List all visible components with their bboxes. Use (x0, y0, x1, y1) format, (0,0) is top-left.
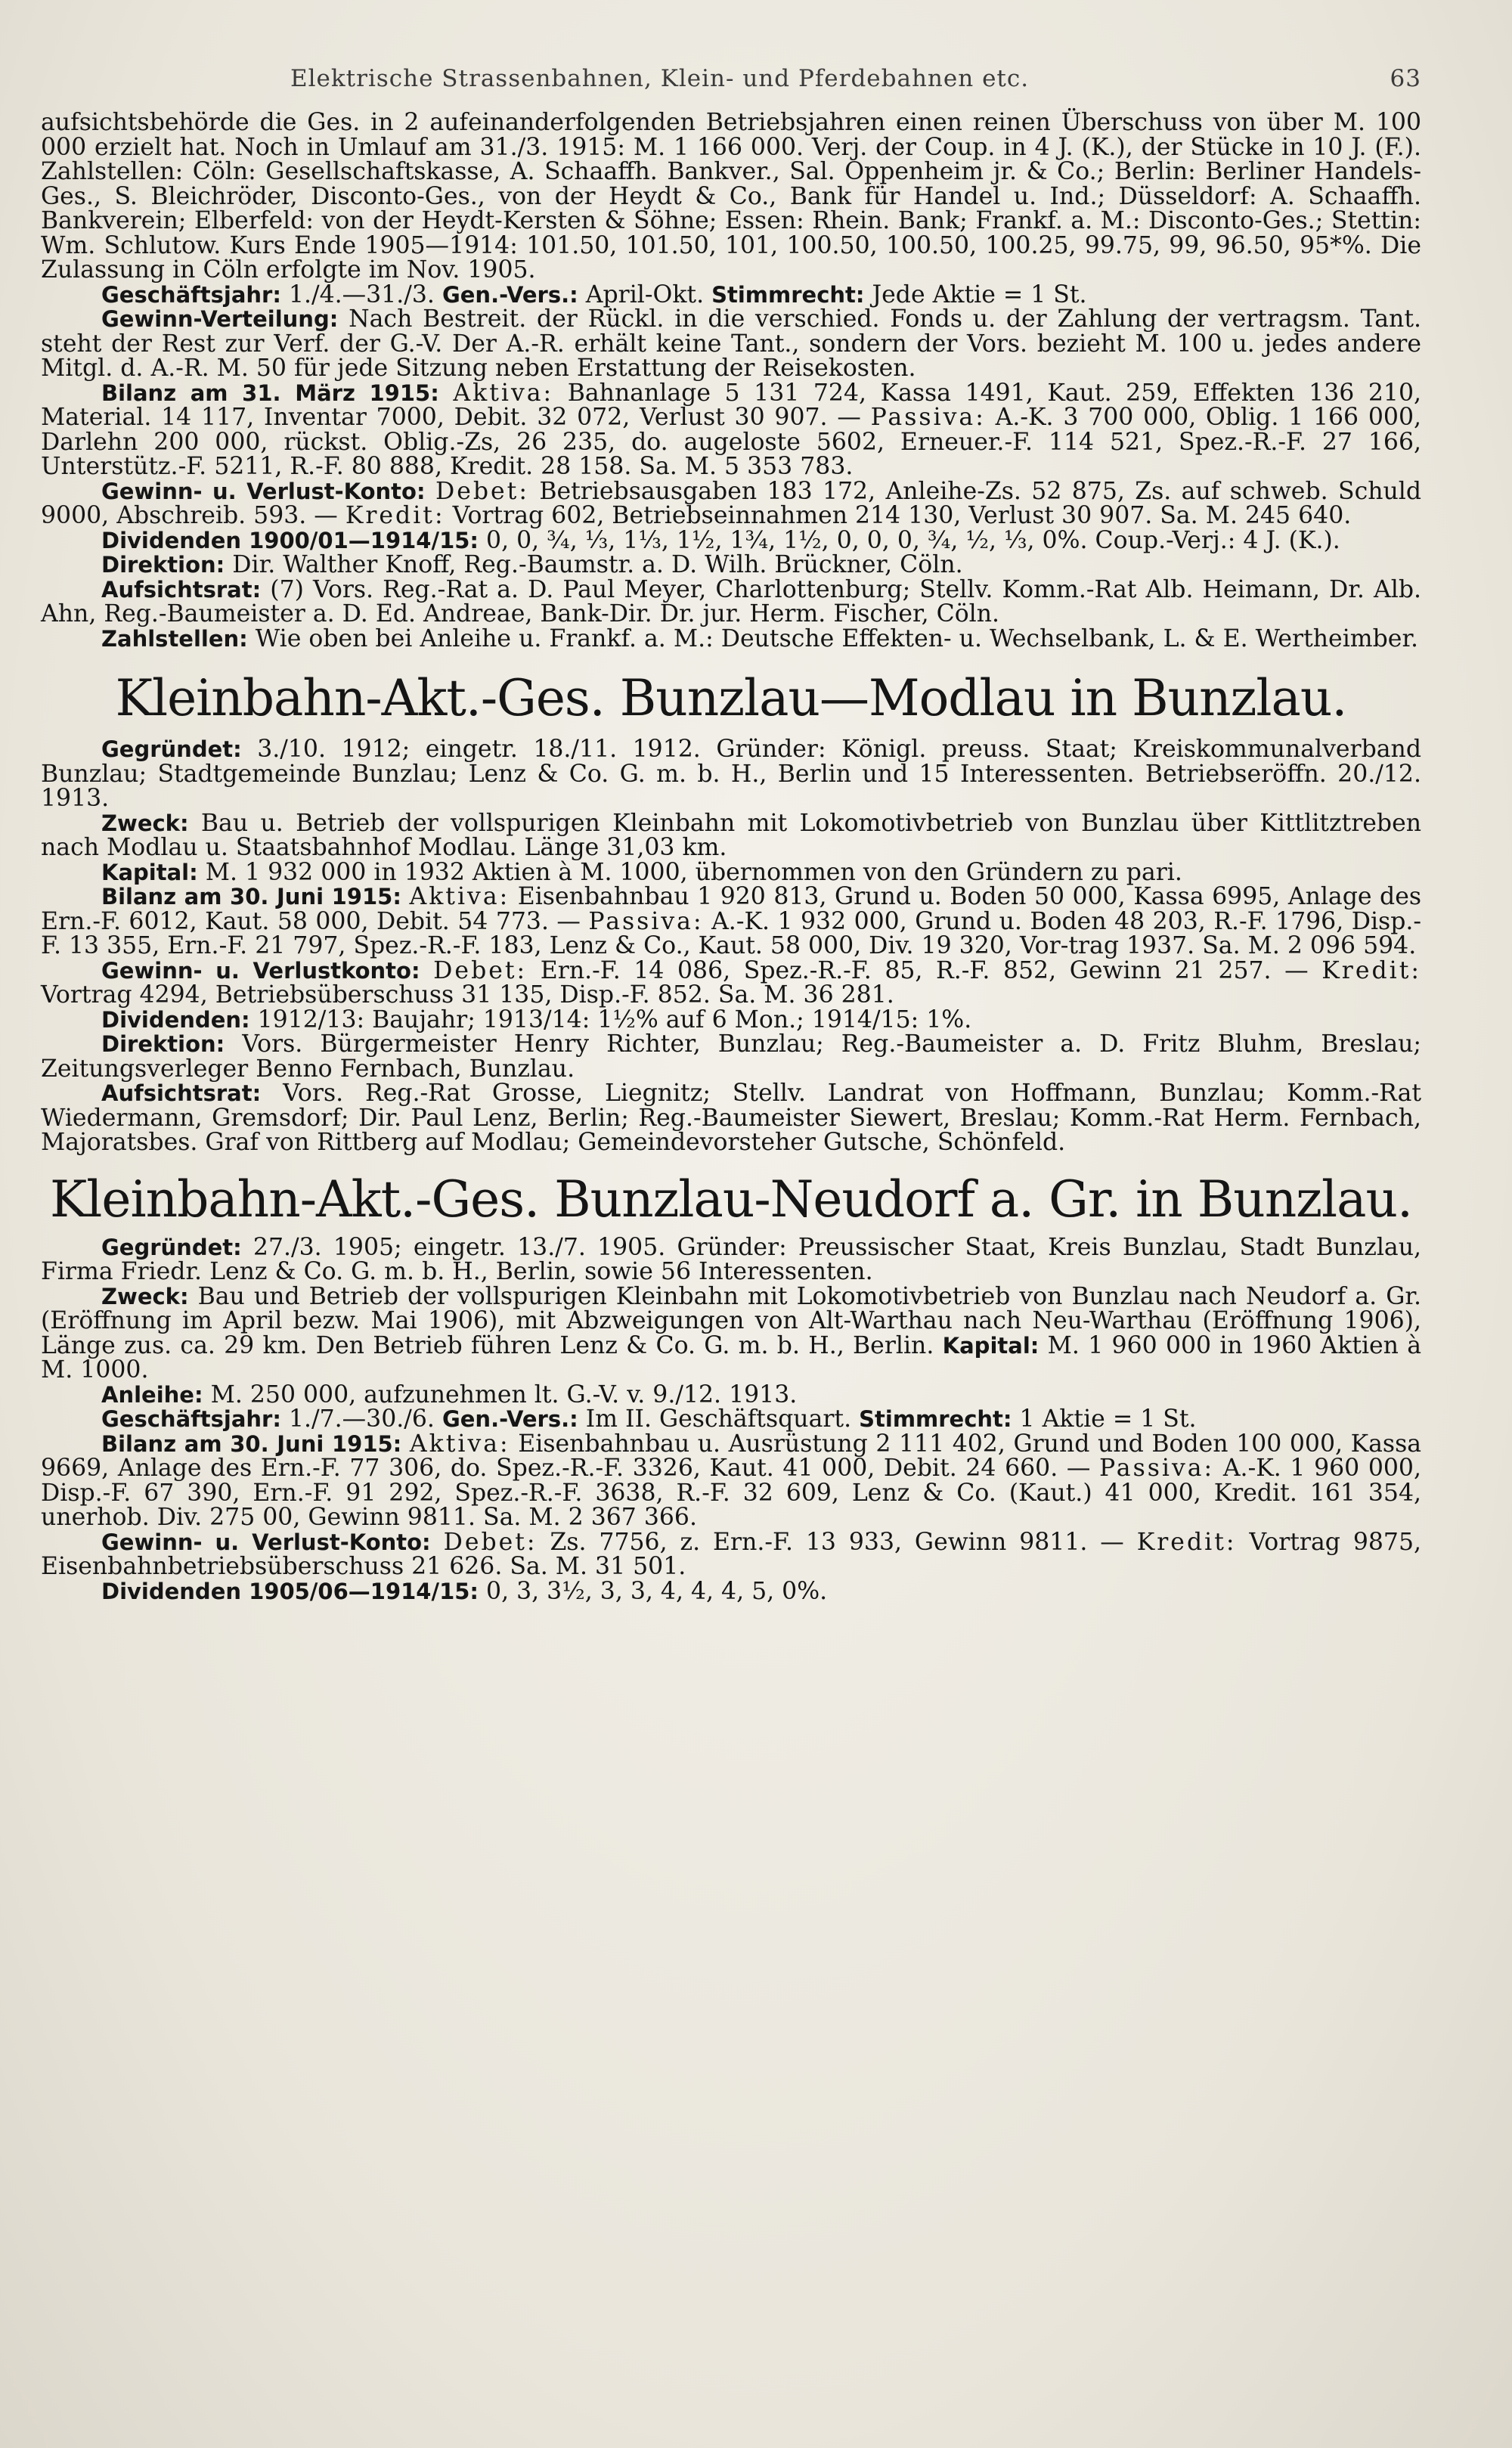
company-title-bunzlau-neudorf: Kleinbahn-Akt.-Ges. Bunzlau-Neudorf a. Gr. in Bunzlau. (50, 1170, 1412, 1229)
paragraph-profit-loss: Gewinn- u. Verlust-Konto: Debet: Zs. 7756, z. Ern.-F. 13 933, Gewinn 9811. — Kredit: Vortrag 9875, Eisenbahnbetriebsüberschuss 21 626. Sa. M. 31 501. (41, 1528, 1421, 1580)
paragraph-directors: Direktion: Dir. Walther Knoff, Reg.-Baumstr. a. D. Wilh. Brückner, Cöln. (101, 551, 963, 578)
paragraph-fiscal-year: Geschäftsjahr: 1./7.—30./6. Gen.-Vers.: Im II. Geschäftsquart. Stimmrecht: 1 Aktie = 1 St. (101, 1405, 1197, 1433)
paragraph-balance-sheet: Bilanz am 30. Juni 1915: Aktiva: Eisenbahnbau 1 920 813, Grund u. Boden 50 000, Kassa 6995, Anlage des Ern.-F. 6012, Kaut. 58 000, Debit. 54 773. — Passiva: A.-K. 1 932 000, Grund u. Boden 48 203, R.-F. 1796, Disp.-F. 13 355, Ern.-F. 21 797, Spez.-R.-F. 183, Lenz & Co., Kaut. 58 000, Div. 19 320, Vor-trag 1937. Sa. M. 2 096 594. (41, 883, 1422, 959)
paragraph-purpose: Zweck: Bau u. Betrieb der vollspurigen Kleinbahn mit Lokomotivbetrieb von Bunzlau über Kittlitztreben nach Modlau u. Staatsbahnhof Modlau. Länge 31,03 km. (41, 809, 1422, 861)
paragraph-balance-sheet: Bilanz am 30. Juni 1915: Aktiva: Eisenbahnbau u. Ausrüstung 2 111 402, Grund und Boden 100 000, Kassa 9669, Anlage des Ern.-F. 77 306, do. Spez.-R.-F. 3326, Kaut. 41 000, Debit. 24 660. — Passiva: A.-K. 1 960 000, Disp.-F. 67 390, Ern.-F. 91 292, Spez.-R.-F. 3638, R.-F. 32 609, Lenz & Co. (Kaut.) 41 000, Kredit. 161 354, unerhob. Div. 275 00, Gewinn 9811. Sa. M. 2 367 366. (41, 1430, 1422, 1531)
paragraph-profit-loss: Gewinn- u. Verlustkonto: Debet: Ern.-F. 14 086, Spez.-R.-F. 85, R.-F. 852, Gewinn 21 257. — Kredit: Vortrag 4294, Betriebsüberschuss 31 135, Disp.-F. 852. Sa. M. 36 281. (41, 956, 1421, 1009)
paragraph-dividends: Dividenden: 1912/13: Baujahr; 1913/14: 1½% auf 6 Mon.; 1914/15: 1%. (101, 1006, 972, 1033)
section-bunzlau-modlau (41, 671, 1421, 1155)
running-head (41, 65, 1421, 110)
section-bunzlau-neudorf (41, 1172, 1421, 1604)
paragraph-dividends: Dividenden 1900/01—1914/15: 0, 0, ¾, ⅓, 1⅓, 1½, 1¾, 1½, 0, 0, 0, ¾, ½, ⅓, 0%. Coup.-Verj.: 4 J. (K.). (101, 526, 1340, 554)
paragraph-founded: Gegründet: 27./3. 1905; eingetr. 13./7. 1905. Gründer: Preussischer Staat, Kreis Bunzlau, Stadt Bunzlau, Firma Friedr. Lenz & Co. G. m. b. H., Berlin, sowie 56 Interessenten. (41, 1233, 1421, 1285)
paragraph-loan-terms: aufsichtsbehörde die Ges. in 2 aufeinanderfolgenden Betriebsjahren einen reinen Überschuss von über M. 100 000 erzielt hat. Noch in Umlauf am 31./3. 1915: M. 1 166 000. Verj. der Coup. in 4 J. (K.), der Stücke in 10 J. (F.). Zahlstellen: Cöln: Gesellschaftskasse, A. Schaaffh. Bankver., Sal. Oppenheim jr. & Co.; Berlin: Berliner Handels-Ges., S. Bleichröder, Disconto-Ges., von der Heydt & Co., Bank für Handel u. Ind.; Düsseldorf: A. Schaaffh. Bankverein; Elberfeld: von der Heydt-Kersten & Söhne; Essen: Rhein. Bank; Frankf. a. M.: Disconto-Ges.; Stettin: Wm. Schlutow. Kurs Ende 1905—1914: 101.50, 101.50, 101, 100.50, 100.50, 100.25, 99.75, 99, 96.50, 95*%. Die Zulassung in Cöln erfolgte im Nov. 1905. (41, 109, 1421, 284)
paragraph-profit-loss: Gewinn- u. Verlust-Konto: Debet: Betriebsausgaben 183 172, Anleihe-Zs. 52 875, Zs. auf schweb. Schuld 9000, Abschreib. 593. — Kredit: Vortrag 602, Betriebseinnahmen 214 130, Verlust 30 907. Sa. M. 245 640. (41, 477, 1422, 529)
paragraph-balance-sheet: Bilanz am 31. März 1915: Aktiva: Bahnanlage 5 131 724, Kassa 1491, Kaut. 259, Effekten 136 210, Material. 14 117, Inventar 7000, Debit. 32 072, Verlust 30 907. — Passiva: A.-K. 3 700 000, Oblig. 1 166 000, Darlehn 200 000, rückst. Oblig.-Zs, 26 235, do. augeloste 5602, Erneuer.-F. 114 521, Spez.-R.-F. 27 166, Unterstütz.-F. 5211, R.-F. 80 888, Kredit. 28 158. Sa. M. 5 353 783. (41, 379, 1422, 480)
paragraph-directors: Direktion: Vors. Bürgermeister Henry Richter, Bunzlau; Reg.-Baumeister a. D. Fritz Bluhm, Breslau; Zeitungsverleger Benno Fernbach, Bunzlau. (41, 1030, 1421, 1083)
paragraph-supervisory-board: Aufsichtsrat: (7) Vors. Reg.-Rat a. D. Paul Meyer, Charlottenburg; Stellv. Komm.-Rat Alb. Heimann, Dr. Alb. Ahn, Reg.-Baumeister a. D. Ed. Andreae, Bank-Dir. Dr. jur. Herm. Fischer, Cöln. (41, 575, 1422, 627)
company-title-bunzlau-modlau: Kleinbahn-Akt.-Ges. Bunzlau—Modlau in Bunzlau. (115, 669, 1347, 727)
paragraph-founded: Gegründet: 3./10. 1912; eingetr. 18./11. 1912. Gründer: Königl. preuss. Staat; Kreiskommunalverband Bunzlau; Stadtgemeinde Bunzlau; Lenz & Co. G. m. b. H., Berlin und 15 Interessenten. Betriebseröffn. 20./12. 1913. (41, 736, 1421, 812)
paragraph-dividends: Dividenden 1905/06—1914/15: 0, 3, 3½, 3, 3, 4, 4, 4, 5, 0%. (101, 1577, 828, 1605)
paragraph-purpose: Zweck: Bau und Betrieb der vollspurigen Kleinbahn mit Lokomotivbetrieb von Bunzlau nach Neudorf a. Gr. (Eröffnung im April bezw. Mai 1906), mit Abzweigungen von Alt-Warthau nach Neu-Warthau (Eröffnung 1906), Länge zus. ca. 29 km. Den Betrieb führen Lenz & Co. G. m. b. H., Berlin. Kapital: M. 1 960 000 in 1960 Aktien à M. 1000. (41, 1282, 1422, 1384)
paragraph-loan: Anleihe: M. 250 000, aufzunehmen lt. G.-V. v. 9./12. 1913. (101, 1380, 798, 1408)
section-previous-company (41, 110, 1421, 651)
paragraph-profit-distribution: Gewinn-Verteilung: Nach Bestreit. der Rückl. in die verschied. Fonds u. der Zahlung der vertragsm. Tant. steht der Rest zur Verf. der G.-V. Der A.-R. erhält keine Tant., sondern der Vors. bezieht M. 100 u. jedes andere Mitgl. d. A.-R. M. 50 für jede Sitzung neben Erstattung der Reisekosten. (41, 305, 1421, 382)
paragraph-fiscal-year: Geschäftsjahr: 1./4.—31./3. Gen.-Vers.: April-Okt. Stimmrecht: Jede Aktie = 1 St. (101, 280, 1087, 308)
paragraph-paying-agents: Zahlstellen: Wie oben bei Anleihe u. Frankf. a. M.: Deutsche Effekten- u. Wechselbank, L. & E. Wertheimber. (101, 624, 1419, 652)
paragraph-supervisory-board: Aufsichtsrat: Vors. Reg.-Rat Grosse, Liegnitz; Stellv. Landrat von Hoffmann, Bunzlau; Komm.-Rat Wiedermann, Gremsdorf; Dir. Paul Lenz, Berlin; Reg.-Baumeister Siewert, Breslau; Komm.-Rat Herm. Fernbach, Majoratsbes. Graf von Rittberg auf Modlau; Gemeindevorsteher Gutsche, Schönfeld. (41, 1080, 1422, 1156)
paragraph-capital: Kapital: M. 1 932 000 in 1932 Aktien à M. 1000, übernommen von den Gründern zu pari. (101, 858, 1182, 886)
page-number: 63 (1390, 65, 1421, 92)
running-head-title: Elektrische Strassenbahnen, Klein- und Pferdebahnen etc. (290, 65, 1030, 92)
